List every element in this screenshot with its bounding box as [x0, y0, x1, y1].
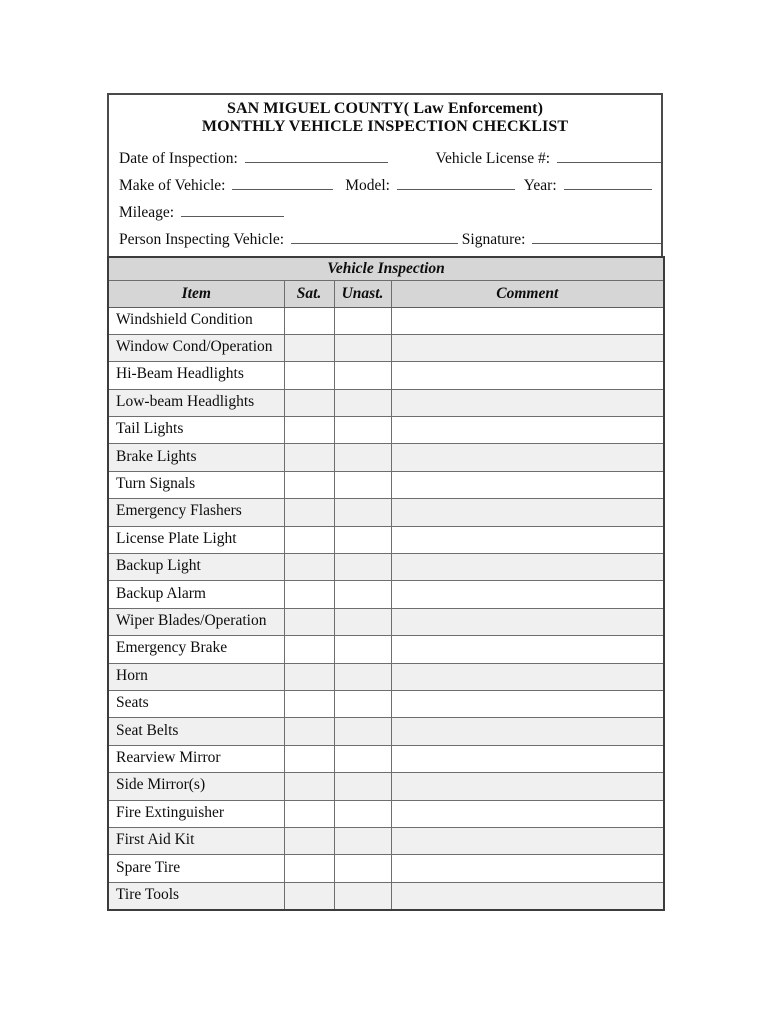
- mileage-label: Mileage:: [119, 204, 175, 221]
- comment-cell: [391, 307, 664, 334]
- comment-cell: [391, 882, 664, 909]
- inspection-table-body: [108, 307, 664, 910]
- comment-cell: [391, 471, 664, 498]
- comment-cell: [391, 855, 664, 882]
- comment-cell: [391, 773, 664, 800]
- item-label-cell: Windshield Condition: [108, 307, 284, 334]
- item-label-cell: Tire Tools: [108, 882, 284, 909]
- item-label-cell: Fire Extinguisher: [108, 800, 284, 827]
- table-row: [108, 581, 664, 608]
- sat-cell: [284, 389, 334, 416]
- item-label-cell: First Aid Kit: [108, 827, 284, 854]
- make-of-vehicle-blank: [232, 175, 333, 190]
- comment-cell: [391, 581, 664, 608]
- column-header-unast: Unast.: [334, 280, 391, 307]
- table-row: [108, 718, 664, 745]
- field-row-date-license: [119, 148, 651, 170]
- sat-cell: [284, 690, 334, 717]
- unast-cell: [334, 690, 391, 717]
- sat-cell: [284, 554, 334, 581]
- column-header-comment: Comment: [391, 280, 664, 307]
- table-section-header: [108, 257, 664, 280]
- comment-cell: [391, 800, 664, 827]
- unast-cell: [334, 745, 391, 772]
- unast-cell: [334, 499, 391, 526]
- sat-cell: [284, 581, 334, 608]
- item-label-cell: Turn Signals: [108, 471, 284, 498]
- sat-cell: [284, 444, 334, 471]
- table-row: [108, 608, 664, 635]
- signature-label: Signature:: [461, 231, 526, 248]
- item-label-cell: Seat Belts: [108, 718, 284, 745]
- sat-cell: [284, 882, 334, 909]
- comment-cell: [391, 554, 664, 581]
- form-header-box: [107, 93, 663, 256]
- model-label: Model:: [345, 177, 390, 194]
- unast-cell: [334, 444, 391, 471]
- signature-blank: [532, 229, 663, 244]
- vehicle-license-label: Vehicle License #:: [435, 150, 551, 167]
- unast-cell: [334, 827, 391, 854]
- sat-cell: [284, 471, 334, 498]
- table-row: [108, 444, 664, 471]
- comment-cell: [391, 718, 664, 745]
- form-page: [107, 93, 663, 911]
- form-title-line1: SAN MIGUEL COUNTY( Law Enforcement): [226, 100, 544, 117]
- sat-cell: [284, 800, 334, 827]
- inspection-table: [107, 256, 665, 911]
- sat-cell: [284, 334, 334, 361]
- date-of-inspection-blank: [245, 148, 388, 163]
- table-row: [108, 636, 664, 663]
- unast-cell: [334, 471, 391, 498]
- sat-cell: [284, 663, 334, 690]
- comment-cell: [391, 663, 664, 690]
- item-label-cell: Rearview Mirror: [108, 745, 284, 772]
- item-label-cell: Emergency Flashers: [108, 499, 284, 526]
- table-row: [108, 334, 664, 361]
- sat-cell: [284, 636, 334, 663]
- item-label-cell: Hi-Beam Headlights: [108, 362, 284, 389]
- table-row: [108, 773, 664, 800]
- comment-cell: [391, 389, 664, 416]
- comment-cell: [391, 636, 664, 663]
- unast-cell: [334, 663, 391, 690]
- comment-cell: [391, 417, 664, 444]
- sat-cell: [284, 499, 334, 526]
- make-of-vehicle-label: Make of Vehicle:: [119, 177, 226, 194]
- table-row: [108, 554, 664, 581]
- table-row: [108, 417, 664, 444]
- comment-cell: [391, 690, 664, 717]
- vehicle-license-blank: [557, 148, 663, 163]
- field-row-mileage: [119, 202, 651, 224]
- table-row: [108, 471, 664, 498]
- column-header-sat: Sat.: [284, 280, 334, 307]
- unast-cell: [334, 718, 391, 745]
- unast-cell: [334, 362, 391, 389]
- comment-cell: [391, 526, 664, 553]
- item-label-cell: Side Mirror(s): [108, 773, 284, 800]
- item-label-cell: Emergency Brake: [108, 636, 284, 663]
- mileage-blank: [181, 202, 284, 217]
- table-row: [108, 745, 664, 772]
- table-row: [108, 827, 664, 854]
- table-row: [108, 663, 664, 690]
- unast-cell: [334, 608, 391, 635]
- unast-cell: [334, 773, 391, 800]
- comment-cell: [391, 745, 664, 772]
- sat-cell: [284, 526, 334, 553]
- comment-cell: [391, 444, 664, 471]
- unast-cell: [334, 636, 391, 663]
- comment-cell: [391, 608, 664, 635]
- item-label-cell: Spare Tire: [108, 855, 284, 882]
- person-inspecting-label: Person Inspecting Vehicle:: [119, 231, 285, 248]
- item-label-cell: Low-beam Headlights: [108, 389, 284, 416]
- table-row: [108, 307, 664, 334]
- sat-cell: [284, 855, 334, 882]
- table-row: [108, 362, 664, 389]
- item-label-cell: Horn: [108, 663, 284, 690]
- table-row: [108, 499, 664, 526]
- item-label-cell: Backup Alarm: [108, 581, 284, 608]
- comment-cell: [391, 499, 664, 526]
- unast-cell: [334, 554, 391, 581]
- item-label-cell: Backup Light: [108, 554, 284, 581]
- table-row: [108, 800, 664, 827]
- year-label: Year:: [523, 177, 557, 194]
- column-header-item: Item: [108, 280, 284, 307]
- table-section-title: Vehicle Inspection: [108, 257, 664, 280]
- unast-cell: [334, 882, 391, 909]
- unast-cell: [334, 389, 391, 416]
- item-label-cell: Brake Lights: [108, 444, 284, 471]
- unast-cell: [334, 855, 391, 882]
- field-row-person-signature: [119, 229, 651, 251]
- model-blank: [397, 175, 515, 190]
- sat-cell: [284, 827, 334, 854]
- unast-cell: [334, 334, 391, 361]
- table-row: [108, 855, 664, 882]
- unast-cell: [334, 417, 391, 444]
- item-label-cell: Wiper Blades/Operation: [108, 608, 284, 635]
- table-row: [108, 389, 664, 416]
- field-row-make-model-year: [119, 175, 651, 197]
- person-inspecting-blank: [291, 229, 458, 244]
- unast-cell: [334, 526, 391, 553]
- comment-cell: [391, 362, 664, 389]
- comment-cell: [391, 334, 664, 361]
- form-title-line2: MONTHLY VEHICLE INSPECTION CHECKLIST: [201, 118, 569, 135]
- table-row: [108, 690, 664, 717]
- item-label-cell: Tail Lights: [108, 417, 284, 444]
- year-blank: [564, 175, 652, 190]
- unast-cell: [334, 581, 391, 608]
- table-column-header: [108, 280, 664, 307]
- item-label-cell: Window Cond/Operation: [108, 334, 284, 361]
- sat-cell: [284, 745, 334, 772]
- sat-cell: [284, 307, 334, 334]
- table-row: [108, 526, 664, 553]
- sat-cell: [284, 417, 334, 444]
- item-label-cell: Seats: [108, 690, 284, 717]
- date-of-inspection-label: Date of Inspection:: [119, 150, 238, 167]
- item-label-cell: License Plate Light: [108, 526, 284, 553]
- table-row: [108, 882, 664, 909]
- comment-cell: [391, 827, 664, 854]
- sat-cell: [284, 608, 334, 635]
- unast-cell: [334, 307, 391, 334]
- sat-cell: [284, 773, 334, 800]
- sat-cell: [284, 718, 334, 745]
- unast-cell: [334, 800, 391, 827]
- sat-cell: [284, 362, 334, 389]
